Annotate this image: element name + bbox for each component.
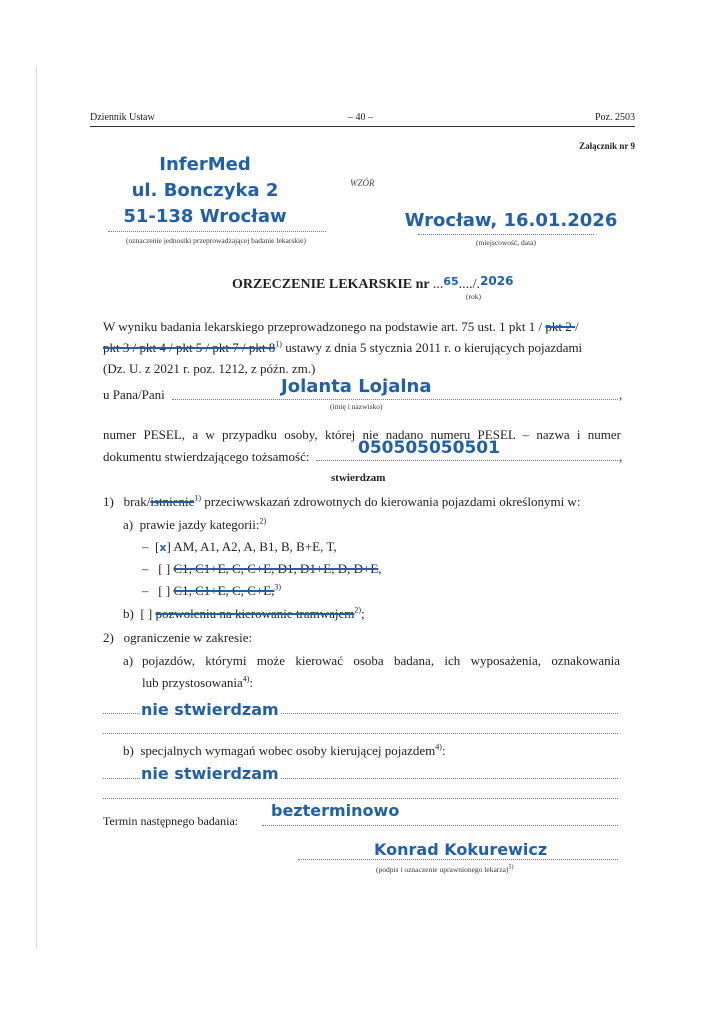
page-number: – 40 – — [348, 112, 373, 123]
footnote-3: 3) — [274, 582, 282, 592]
intro-line-1-text: W wyniku badania lekarskiego przeprowadzonego na podstawie art. 75 ust. 1 pkt 1 / — [103, 319, 546, 334]
category-item-2 — [142, 558, 382, 579]
certificate-year: 2026 — [480, 274, 514, 288]
unit-street: ul. Bonczyka 2 — [131, 180, 279, 201]
place-date-value: Wrocław, 16.01.2026 — [404, 210, 618, 231]
struck-istnienie: istnienie — [150, 494, 195, 509]
footnote-4b: 4) — [435, 742, 442, 752]
intro-line-3: (Dz. U. z 2021 r. poz. 1212, z późn. zm.) — [103, 361, 316, 376]
struck-tram-text: pozwoleniu na kierowanie tramwajem — [155, 606, 355, 621]
section-2b-text: specjalnych wymagań wobec osoby kierującej pojazdem — [140, 743, 436, 758]
restriction-b-dotted-line-2 — [103, 798, 618, 799]
section-2-line — [103, 627, 252, 648]
unit-block — [95, 152, 315, 230]
footnote-1b: 1) — [194, 493, 202, 503]
footnote-1: 1) — [275, 339, 282, 349]
section-2a-label: a) — [123, 653, 134, 668]
document-title — [232, 274, 513, 293]
title-dots: ... — [432, 277, 444, 292]
section-2-text: ograniczenie w zakresie: — [123, 630, 253, 645]
checkbox-close: ] — [165, 583, 171, 598]
dash: – — [142, 583, 149, 598]
checkbox-close: ] — [165, 561, 171, 576]
section-2b-line — [123, 740, 446, 761]
intro-paragraph — [103, 316, 623, 379]
header-rule — [90, 126, 635, 127]
annex-label: Załącznik nr 9 — [579, 141, 635, 151]
signature-caption — [376, 865, 513, 874]
comma: , — [378, 561, 382, 576]
person-caption: (imię i nazwisko) — [330, 402, 383, 411]
section-2b-label: b) — [123, 743, 134, 758]
section-1b-label: b) — [123, 606, 134, 621]
page-edge — [36, 67, 37, 948]
category-text: AM, A1, A2, A, B1, B, B+E, T, — [173, 539, 337, 554]
checkbox-open: [ — [158, 583, 163, 598]
pesel-value: 050505050501 — [358, 438, 500, 458]
section-1-text-a: brak/ — [123, 494, 151, 509]
person-dotted-line — [172, 399, 618, 400]
next-exam-value: bezterminowo — [271, 801, 400, 820]
signature-dotted-line — [298, 859, 618, 860]
intro-line-2 — [103, 337, 623, 358]
pesel-line-1: numer PESEL, a w przypadku osoby, której nie nadano numeru PESEL – nazwa i numer — [103, 427, 621, 442]
checkbox-open: [ — [158, 561, 163, 576]
footnote-5: 5) — [508, 864, 514, 871]
checkbox-open: [ — [155, 539, 160, 554]
section-2a-label-wrap — [123, 650, 133, 671]
pesel-comma: , — [619, 449, 623, 464]
place-date-dotted-line — [418, 234, 594, 235]
year-caption: (rok) — [466, 292, 481, 301]
intro-line-2-text: ustawy z dnia 5 stycznia 2011 r. o kierujących pojazdami — [281, 340, 583, 355]
section-1-line — [103, 491, 580, 512]
section-2-number: 2) — [103, 630, 114, 645]
intro-line-1 — [103, 316, 623, 337]
section-2a-line-1: pojazdów, którymi może kierować osoba badana, ich wyposażenia, oznakowania — [142, 653, 620, 668]
semicolon: ; — [361, 606, 365, 621]
section-2a-line-2 — [142, 672, 253, 693]
section-1a-text: prawie jazdy kategorii: — [139, 517, 260, 532]
place-date-caption: (miejscowość, data) — [476, 238, 536, 247]
pesel-label: dokumentu stwierdzającego tożsamość: — [103, 449, 310, 464]
restriction-a-dotted-line-2 — [103, 733, 618, 734]
section-1a-label: a) — [123, 517, 134, 532]
restriction-a-value: nie stwierdzam — [141, 700, 279, 719]
stwierdzam-heading: stwierdzam — [331, 472, 386, 484]
wzor-label: WZÓR — [350, 178, 375, 188]
unit-dotted-line — [108, 231, 326, 232]
person-label: u Pana/Pani — [103, 387, 165, 402]
checkbox-mark-checked[interactable]: x — [159, 541, 167, 554]
position-number: Poz. 2503 — [595, 112, 635, 123]
struck-category-text: C1, C1+E, C, C+E, — [173, 583, 275, 598]
struck-category-text: C1, C1+E, C, C+E, D1, D1+E, D, D+E — [173, 561, 379, 576]
checkbox-tram[interactable]: [ ] — [140, 606, 153, 621]
colon: : — [441, 743, 446, 758]
pesel-dotted-line — [316, 460, 618, 461]
person-comma: , — [619, 387, 623, 402]
certificate-number: 65 — [443, 275, 459, 288]
person-name-value: Jolanta Lojalna — [281, 376, 432, 397]
title-text: ORZECZENIE LEKARSKIE nr — [232, 277, 430, 292]
dash: – — [142, 539, 149, 554]
checkbox-close: ] — [166, 539, 171, 554]
colon: : — [249, 675, 254, 690]
next-exam-dotted-line — [262, 825, 618, 826]
unit-city: 51-138 Wrocław — [123, 206, 287, 227]
unit-caption: (oznaczenie jednostki przeprowadzającej badanie lekarskie) — [126, 236, 306, 245]
next-exam-label: Termin następnego badania: — [103, 814, 239, 828]
title-dots-2: ..../. — [458, 277, 481, 292]
footnote-2b: 2) — [354, 605, 362, 615]
restriction-b-value: nie stwierdzam — [141, 764, 279, 783]
section-1-number: 1) — [103, 494, 114, 509]
struck-pkt-list: pkt 3 / pkt 4 / pkt 5 / pkt 7 / pkt 8 — [103, 340, 276, 355]
unit-name: InferMed — [159, 154, 251, 175]
footnote-2: 2) — [259, 516, 267, 526]
section-1b-line — [123, 603, 365, 624]
dash: – — [142, 561, 149, 576]
signature-caption-text: (podpis i oznaczenie uprawnionego lekarza) — [376, 865, 509, 874]
section-2a-text-2: lub przystosowania — [142, 675, 243, 690]
intro-slash: / — [575, 319, 579, 334]
section-1-text-b: przeciwwskazań zdrowotnych do kierowania pojazdami określonymi w: — [201, 494, 581, 509]
category-item-3 — [142, 580, 281, 601]
doctor-signature-value: Konrad Kokurewicz — [374, 840, 548, 859]
category-item-1 — [142, 536, 337, 558]
journal-name: Dziennik Ustaw — [90, 112, 155, 123]
section-1a-line — [123, 514, 266, 535]
footnote-4: 4) — [242, 674, 250, 684]
struck-pkt-2: pkt 2 — [545, 319, 575, 334]
